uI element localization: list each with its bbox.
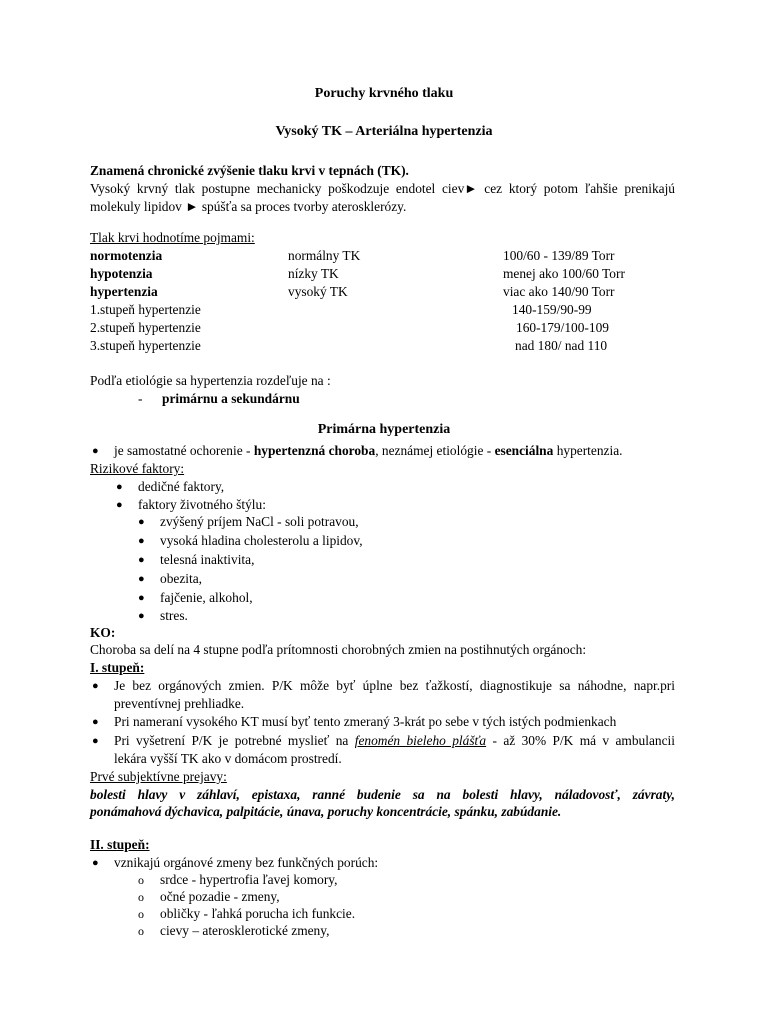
organ-item: očné pozadie - zmeny, xyxy=(160,889,280,904)
document-title: Poruchy krvného tlaku xyxy=(314,86,454,101)
organ-item: obličky - ľahká porucha ich funkcie. xyxy=(160,906,356,921)
lifestyle-item: vysoká hladina cholesterolu a lipidov, xyxy=(160,533,363,548)
stage1-bullet1-line2: preventívnej prehliadke. xyxy=(114,696,245,711)
bullet-icon: ● xyxy=(92,445,99,457)
lifestyle-item: telesná inaktivita, xyxy=(160,552,255,567)
bullet-icon: ● xyxy=(92,735,99,747)
document-subtitle: Vysoký TK – Arteriálna hypertenzia xyxy=(275,124,493,139)
intro-line-1: Vysoký krvný tlak postupne mechanicky poškodzuje endotel ciev► cez ktorý potom ľahšie prenikajú xyxy=(90,181,675,196)
lifestyle-item: zvýšený príjem NaCl - soli potravou, xyxy=(160,514,359,529)
bullet-icon: ● xyxy=(138,610,145,622)
bp-term: normotenzia xyxy=(90,248,163,263)
text-run-bold: hypertenzná choroba xyxy=(253,443,376,458)
stage-value: 160-179/100-109 xyxy=(516,320,609,335)
text-run: Pri vyšetrení P/K je potrebné myslieť na xyxy=(114,733,355,748)
bullet-icon: ● xyxy=(116,481,123,493)
stage1-bullet3-line1 xyxy=(114,732,675,750)
stage-label: 1.stupeň hypertenzie xyxy=(90,302,201,317)
symptoms-line-1: bolesti hlavy v záhlaví, epistaxa, ranné budenie sa na bolesti hlavy, náladovosť, závraty, xyxy=(90,787,675,802)
intro-bold-line: Znamená chronické zvýšenie tlaku krvi v tepnách (TK). xyxy=(90,163,409,178)
circle-bullet-icon: o xyxy=(138,907,144,921)
stage2-heading: II. stupeň: xyxy=(90,837,150,852)
lifestyle-item: obezita, xyxy=(160,571,203,586)
stage1-bullet1-line1: Je bez orgánových zmien. P/K môže byť úplne bez ťažkostí, diagnostikuje sa náhodne, napr.pri xyxy=(114,678,675,693)
lifestyle-item: fajčenie, alkohol, xyxy=(160,590,253,605)
symptoms-line-2: ponámahová dýchavica, palpitácie, únava, poruchy koncentrácie, spánku, zabúdanie. xyxy=(90,804,562,819)
bp-value: menej ako 100/60 Torr xyxy=(503,266,625,281)
bp-desc: nízky TK xyxy=(288,266,339,281)
risk-item: faktory životného štýlu: xyxy=(138,497,266,512)
bullet-icon: ● xyxy=(138,592,145,604)
primary-bullet xyxy=(114,442,623,460)
stage-label: 3.stupeň hypertenzie xyxy=(90,338,201,353)
circle-bullet-icon: o xyxy=(138,924,144,938)
bp-term: hypotenzia xyxy=(90,266,153,281)
stage1-bullet2: Pri nameraní vysokého KT musí byť tento zmeraný 3-krát po sebe v tých istých podmienkach xyxy=(114,714,617,729)
bullet-icon: ● xyxy=(116,499,123,511)
bullet-icon: ● xyxy=(138,573,145,585)
etiology-line: Podľa etiológie sa hypertenzia rozdeľuje na : xyxy=(90,373,331,388)
text-run: je samostatné ochorenie - xyxy=(114,443,254,458)
organ-item: cievy – aterosklerotické zmeny, xyxy=(160,923,330,938)
circle-bullet-icon: o xyxy=(138,890,144,904)
bp-table-heading: Tlak krvi hodnotíme pojmami: xyxy=(90,230,255,245)
primary-heading: Primárna hypertenzia xyxy=(317,422,451,437)
bullet-icon: ● xyxy=(92,857,99,869)
bullet-icon: ● xyxy=(138,516,145,528)
fenomen-link[interactable]: fenomén bieleho plášťa xyxy=(354,733,487,748)
bullet-icon: ● xyxy=(92,716,99,728)
intro-line-2: molekuly lipidov ► spúšťa sa proces tvorby aterosklerózy. xyxy=(90,199,407,214)
dash-marker: - xyxy=(138,391,143,406)
bp-desc: vysoký TK xyxy=(288,284,348,299)
risk-heading: Rizikové faktory: xyxy=(90,461,185,476)
text-run-bold: esenciálna xyxy=(494,443,554,458)
bp-desc: normálny TK xyxy=(288,248,361,263)
stage-label: 2.stupeň hypertenzie xyxy=(90,320,201,335)
text-run: - až 30% P/K má v ambulancii xyxy=(486,733,675,748)
risk-item: dedičné faktory, xyxy=(138,479,225,494)
bp-value: viac ako 140/90 Torr xyxy=(503,284,615,299)
bullet-icon: ● xyxy=(138,554,145,566)
stage1-bullet3-line2: lekára vyšší TK ako v domácom prostredí. xyxy=(114,751,342,766)
lifestyle-item: stres. xyxy=(160,608,188,623)
bp-value: 100/60 - 139/89 Torr xyxy=(503,248,615,263)
stage1-heading: I. stupeň: xyxy=(90,660,145,675)
stage-value: 140-159/90-99 xyxy=(512,302,592,317)
ko-label: KO: xyxy=(90,625,116,640)
bp-term: hypertenzia xyxy=(90,284,158,299)
stage-value: nad 180/ nad 110 xyxy=(515,338,608,353)
ko-line: Choroba sa delí na 4 stupne podľa prítomnosti chorobných zmien na postihnutých orgánoch: xyxy=(90,642,587,657)
etiology-item: primárnu a sekundárnu xyxy=(162,391,300,406)
circle-bullet-icon: o xyxy=(138,873,144,887)
symptoms-heading: Prvé subjektívne prejavy: xyxy=(90,769,227,784)
bullet-icon: ● xyxy=(138,535,145,547)
stage2-bullet: vznikajú orgánové zmeny bez funkčných porúch: xyxy=(114,855,379,870)
organ-item: srdce - hypertrofia ľavej komory, xyxy=(160,872,338,887)
text-run: , neznámej etiológie - xyxy=(375,443,495,458)
bullet-icon: ● xyxy=(92,680,99,692)
text-run: hypertenzia. xyxy=(553,443,623,458)
